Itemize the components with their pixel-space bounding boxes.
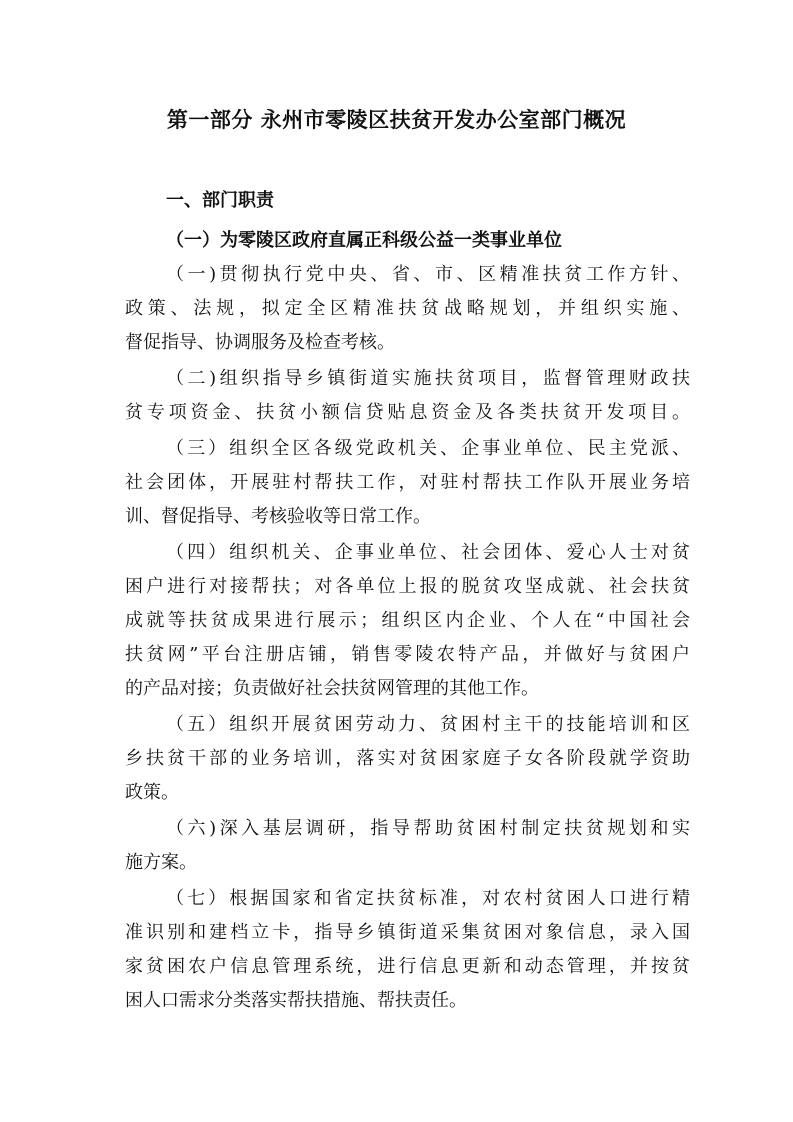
paragraph-line: 扶贫网”平台注册店铺，销售零陵农特产品，并做好与贫困户 [125, 644, 690, 665]
paragraph-line: 准识别和建档立卡，指导乡镇街道采集贫困对象信息，录入国 [125, 922, 690, 943]
paragraph-line: 施方案。 [125, 852, 197, 873]
paragraph-line: 社会团体，开展驻村帮扶工作，对驻村帮扶工作队开展业务培 [125, 472, 690, 493]
paragraph-line: 督促指导、协调服务及检查考核。 [125, 332, 395, 353]
paragraph-line: 乡扶贫干部的业务培训，落实对贫困家庭子女各阶段就学资助 [125, 748, 690, 769]
paragraph-line: （四）组织机关、企事业单位、社会团体、爱心人士对贫 [166, 542, 690, 563]
paragraph-line: 家贫困农户信息管理系统，进行信息更新和动态管理，并按贫 [125, 956, 690, 977]
paragraph-line: 训、督促指导、考核验收等日常工作。 [125, 506, 431, 527]
paragraph-line: （二)组织指导乡镇街道实施扶贫项目，监督管理财政扶 [166, 368, 690, 389]
paragraph-line: （一)贯彻执行党中央、省、市、区精准扶贫工作方针、 [166, 264, 690, 285]
page-title: 第一部分 永州市零陵区扶贫开发办公室部门概况 [166, 108, 627, 132]
paragraph-line: （六)深入基层调研，指导帮助贫困村制定扶贫规划和实 [166, 818, 690, 839]
paragraph-line: 成就等扶贫成果进行展示；组织区内企业、个人在“中国社会 [125, 610, 690, 631]
paragraph-line: （一）为零陵区政府直属正科级公益一类事业单位 [166, 230, 562, 251]
paragraph-line: （三）组织全区各级党政机关、企事业单位、民主党派、 [166, 438, 690, 459]
paragraph-line: （五）组织开展贫困劳动力、贫困村主干的技能培训和区 [166, 714, 690, 735]
paragraph-line: 政策、法规，拟定全区精准扶贫战略规划，并组织实施、 [125, 298, 690, 319]
paragraph-line: 困人口需求分类落实帮扶措施、帮扶责任。 [125, 990, 467, 1011]
paragraph-line: 政策。 [125, 782, 179, 803]
section-heading: 一、部门职责 [166, 190, 274, 211]
paragraph-line: 的产品对接；负责做好社会扶贫网管理的其他工作。 [125, 678, 539, 699]
paragraph-line: （七）根据国家和省定扶贫标准，对农村贫困人口进行精 [166, 888, 690, 909]
paragraph-line: 困户进行对接帮扶；对各单位上报的脱贫攻坚成就、社会扶贫 [125, 576, 690, 597]
paragraph-line: 贫专项资金、扶贫小额信贷贴息资金及各类扶贫开发项目。 [125, 402, 690, 423]
